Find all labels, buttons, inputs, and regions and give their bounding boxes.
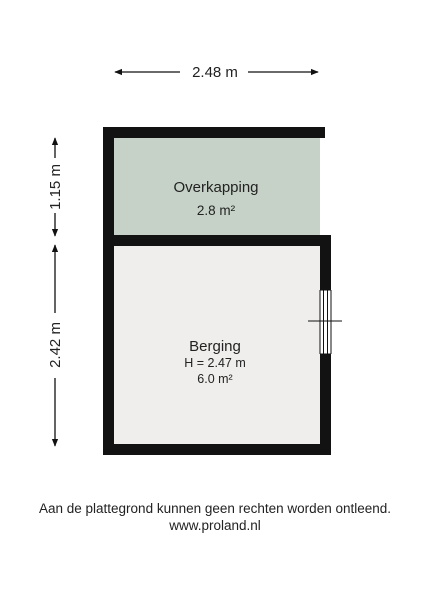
- wall-top: [103, 127, 325, 138]
- wall-middle: [103, 235, 331, 246]
- dimension-height-top-label: 1.15 m: [47, 164, 64, 210]
- overkapping-area-value: 2.8 m²: [196, 203, 236, 218]
- berging-area-value: 6.0 m²: [197, 372, 233, 386]
- wall-bottom: [103, 444, 331, 455]
- dimension-height-top: [47, 138, 64, 236]
- wall-left: [103, 127, 114, 455]
- berging-name: Berging: [189, 338, 241, 355]
- footer-disclaimer: Aan de plattegrond kunnen geen rechten worden ontleend.: [38, 501, 392, 516]
- wall-right-lower: [320, 354, 331, 455]
- wall-right-upper: [320, 235, 331, 290]
- dimension-width-label: 2.48 m: [192, 64, 238, 81]
- footer-website[interactable]: www.proland.nl: [169, 518, 261, 533]
- dimension-width: [115, 64, 318, 81]
- overkapping-name: Overkapping: [173, 179, 259, 196]
- dimension-height-bottom: [47, 245, 64, 446]
- dimension-height-bottom-label: 2.42 m: [47, 322, 64, 368]
- berging-height-value: H = 2.47 m: [184, 356, 246, 370]
